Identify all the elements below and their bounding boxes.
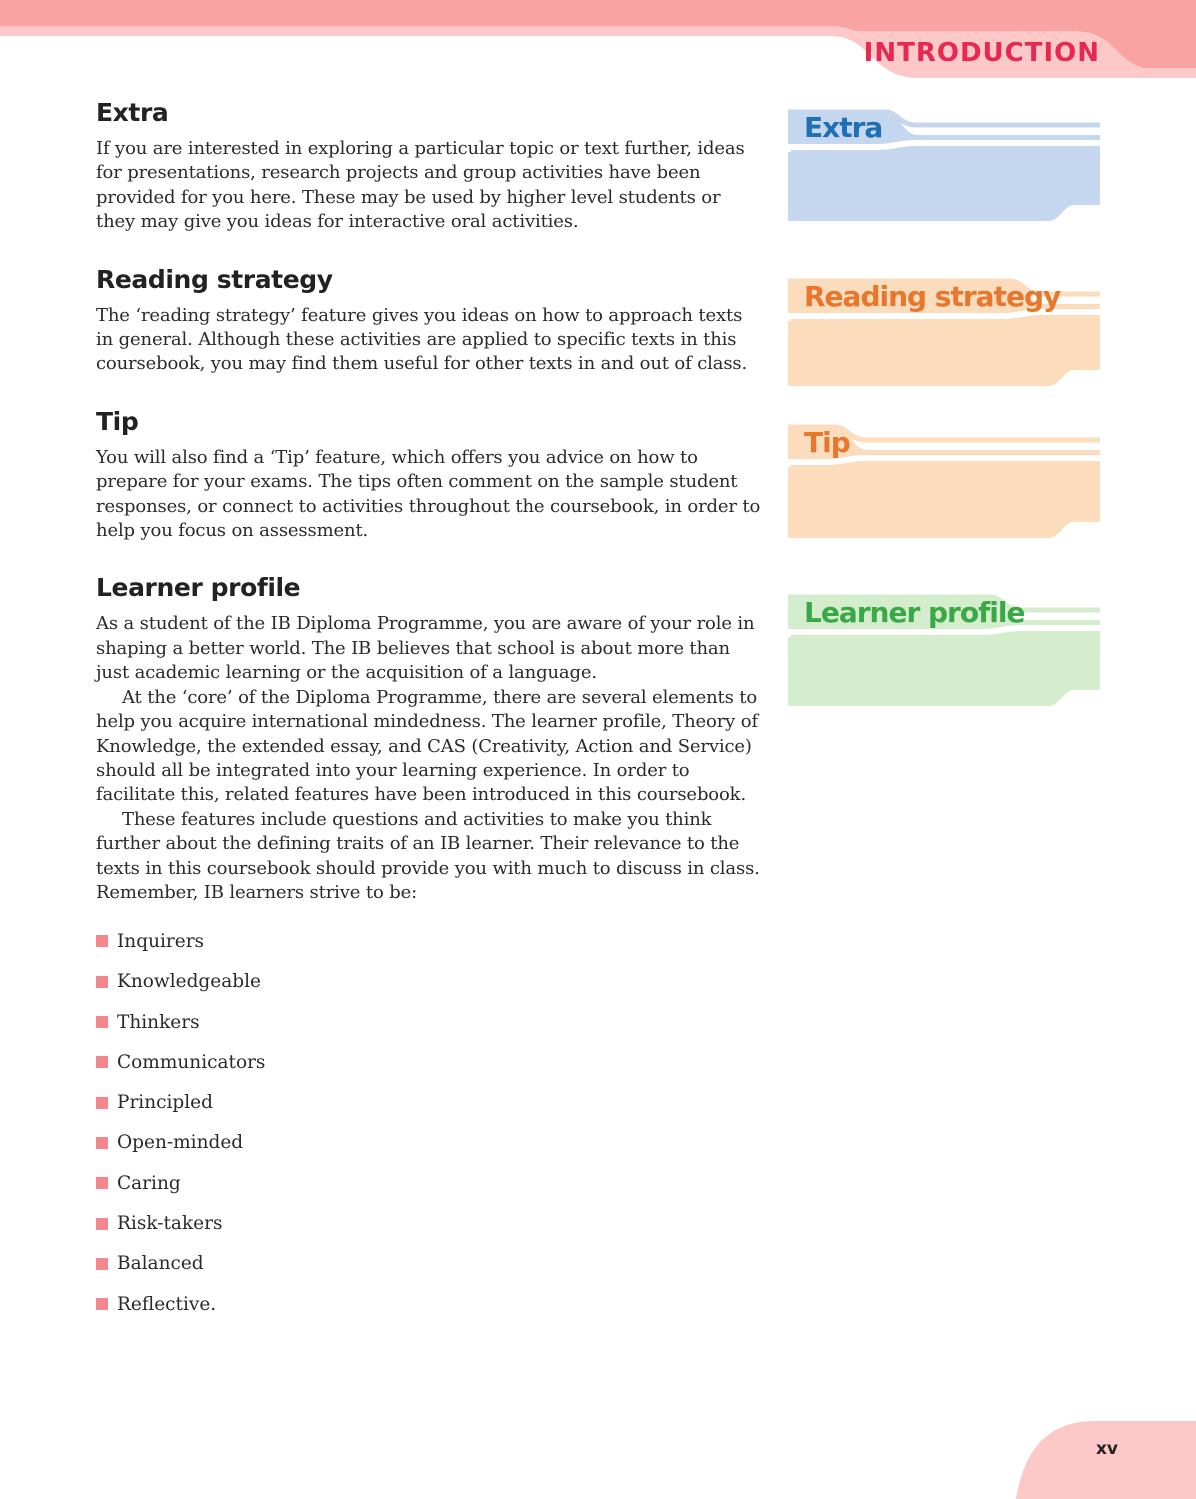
square-bullet-icon [96, 976, 108, 988]
list-item [96, 1203, 762, 1243]
list-item [96, 1042, 762, 1082]
square-bullet-icon [96, 1016, 108, 1028]
section-heading: Learner profile [96, 573, 301, 603]
list-item-label: Principled [117, 1092, 213, 1114]
feature-box-reading-strategy [788, 276, 1100, 386]
list-item-label: Reflective. [117, 1293, 217, 1315]
list-item [96, 1083, 762, 1123]
list-item-label: Communicators [117, 1051, 266, 1073]
list-item [96, 962, 762, 1002]
feature-box-extra [788, 107, 1100, 221]
feature-box-title: Tip [804, 426, 850, 459]
list-item-label: Balanced [117, 1253, 204, 1275]
section-paragraph: At the ‘core’ of the Diploma Programme, there are several elements to help you acquire international mindedness. The learner profile, Theory of Knowledge, the extended essay, and CAS (Creativity, Action and Service) should all be integrated into your learning experience. In order to facilitate this, related features have been introduced in this coursebook. [96, 686, 758, 806]
section-heading: Reading strategy [96, 264, 333, 294]
list-item [96, 1123, 762, 1163]
list-item-label: Risk-takers [117, 1213, 223, 1235]
section-paragraph: These features include questions and activities to make you think further about the defining traits of an IB learner. Their relevance to the texts in this coursebook should provide you with much to discuss in class. Remember, IB learners strive to be: [96, 808, 760, 903]
square-bullet-icon [96, 1137, 108, 1149]
feature-box-tip [788, 422, 1100, 538]
feature-box-title: Reading strategy [804, 280, 1061, 313]
feature-box-learner-profile [788, 592, 1100, 706]
list-item [96, 1002, 762, 1042]
list-item [96, 1163, 762, 1203]
list-item-label: Knowledgeable [117, 971, 261, 993]
section-paragraph: You will also find a ‘Tip’ feature, which offers you advice on how to prepare for your exams. The tips often comment on the sample student responses, or connect to activities throughout the coursebook, in order to help you focus on assessment. [96, 446, 761, 542]
main-content [96, 98, 762, 1354]
section-learner-profile [96, 573, 762, 1324]
list-item-label: Inquirers [117, 930, 205, 952]
square-bullet-icon [96, 1056, 108, 1068]
square-bullet-icon [96, 1177, 108, 1189]
square-bullet-icon [96, 935, 108, 947]
feature-box-title: Extra [804, 111, 883, 144]
section-heading: Tip [96, 406, 139, 436]
section-heading: Extra [96, 98, 169, 127]
square-bullet-icon [96, 1097, 108, 1109]
section-extra [96, 98, 762, 235]
page-number: xv [1095, 1439, 1118, 1459]
learner-traits-list [96, 921, 762, 1324]
section-paragraph: The ‘reading strategy’ feature gives you ideas on how to approach texts in general. Although these activities are applied to specific texts in this coursebook, you may find them useful for other texts in and out of class. [96, 304, 748, 375]
page-corner-tab [1016, 1421, 1196, 1499]
section-tip [96, 407, 762, 544]
list-item-label: Thinkers [117, 1011, 200, 1033]
section-label: INTRODUCTION [863, 38, 1100, 68]
feature-box-title: Learner profile [804, 596, 1025, 629]
section-paragraph: If you are interested in exploring a particular topic or text further, ideas for presentations, research projects and group activities have been provided for you here. These may be used by higher level students or they may give you ideas for interactive oral activities. [96, 138, 745, 233]
list-item [96, 1284, 762, 1324]
square-bullet-icon [96, 1258, 108, 1270]
list-item-label: Caring [117, 1172, 181, 1194]
section-paragraph: As a student of the IB Diploma Programme, you are aware of your role in shaping a better world. The IB believes that school is about more than just academic learning or the acquisition of a language. [96, 613, 755, 684]
list-item [96, 1244, 762, 1284]
list-item-label: Open-minded [117, 1132, 244, 1154]
square-bullet-icon [96, 1218, 108, 1230]
square-bullet-icon [96, 1298, 108, 1310]
list-item [96, 921, 762, 961]
section-reading-strategy [96, 265, 762, 377]
